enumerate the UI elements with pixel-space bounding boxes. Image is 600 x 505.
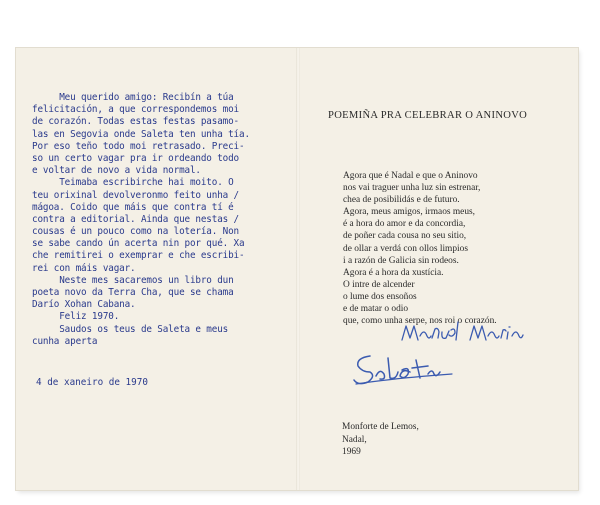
letter-line: de corazón. Todas estas festas pasamo- — [32, 116, 239, 128]
poem-line: é a hora do amor e da concordia, — [343, 219, 466, 230]
signature-saleta — [350, 350, 460, 390]
place-line: Monforte de Lemos, — [342, 422, 419, 432]
letter-line: Por eso teño todo moi retrasado. Preci- — [32, 140, 245, 152]
letter-line: Feliz 1970. — [32, 311, 120, 323]
letter-line: teu orixinal devolveronmo feito unha / — [32, 189, 239, 201]
place-line: Nadal, — [342, 434, 367, 445]
letter-line: Teimaba escribirche hai moito. O — [32, 177, 234, 189]
letter-line: cousas é un pouco como na lotería. Non — [32, 226, 239, 238]
letter-line: Meu querido amigo: Recibín a túa — [32, 92, 234, 103]
letter-line: las en Segovia onde Saleta ten unha tía. — [32, 128, 250, 140]
letter-line: Darío Xohan Cabana. — [32, 299, 136, 311]
poem-line: de ollar a verdá con ollos limpios — [343, 243, 468, 254]
poem-body — [343, 170, 497, 327]
letter-line: poeta novo da Terra Cha, que se chama — [32, 287, 234, 298]
letter-line: che remitirei o exemprar e che escribi- — [32, 250, 245, 262]
letter-line: se sabe cando ún acerta nin por qué. Xa — [32, 238, 245, 250]
typewritten-letter — [32, 92, 296, 348]
poem-line: Agora é a hora da xustícia. — [343, 267, 444, 278]
letter-date: 4 de xaneiro de 1970 — [36, 377, 148, 388]
letter-line: rei con máis vagar. — [32, 262, 136, 274]
letter-line: Neste mes sacaremos un libro dun — [32, 274, 234, 286]
poem-line: de poñer cada cousa no seu sitio, — [343, 231, 467, 242]
poem-line: chea de posibilidás e de futuro. — [343, 195, 460, 206]
poem-line: Agora que é Nadal e que o Aninovo — [343, 171, 478, 181]
poem-title: POEMIÑA PRA CELEBRAR O ANINOVO — [328, 110, 528, 121]
letter-line: contra a editorial. Ainda que nestas / — [32, 213, 239, 225]
poem-line: i a razón de Galicia sin rodeos. — [343, 255, 459, 266]
poem-line: o lume dos ensoños — [343, 291, 417, 302]
card-fold — [296, 48, 300, 490]
place-and-date — [342, 421, 419, 459]
letter-line: Saudos os teus de Saleta e meus — [32, 323, 229, 335]
letter-line: so un certo vagar pra ir ordeando todo — [32, 152, 239, 164]
letter-line: cunha aperta — [32, 335, 98, 347]
place-line: 1969 — [342, 447, 361, 458]
letter-line: mágoa. Coido que máis que contra tí é — [32, 201, 234, 213]
poem-line: O intre de alcender — [343, 279, 415, 290]
signature-manuel-maria — [398, 318, 528, 348]
letter-line: felicitación, a que correspondemos moi — [32, 104, 239, 116]
poem-line: Agora, meus amigos, irmaos meus, — [343, 207, 476, 218]
poem-line: que, como unha serpe, nos roi o corazón. — [343, 316, 497, 327]
poem-line: e de matar o odio — [343, 304, 409, 315]
poem-line: nos vai traguer unha luz sin estrenar, — [343, 183, 481, 194]
letter-line: e voltar de novo a vida normal. — [32, 165, 201, 177]
